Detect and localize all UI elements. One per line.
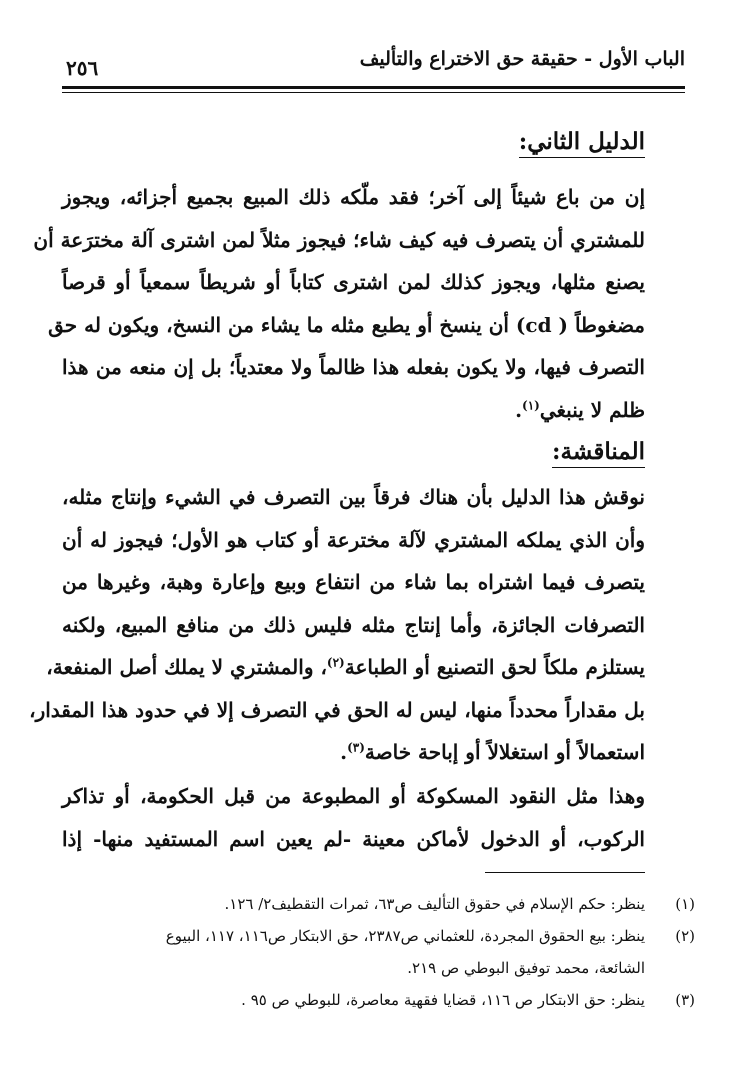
text-line: بل مقداراً محدداً منها، ليس له الحق في التصرف إلا في حدود هذا المقدار، [29, 697, 645, 722]
paragraph-second-evidence [33, 176, 645, 431]
text-line: يصنع مثلها، ويجوز كذلك لمن اشترى كتاباً أو شريطاً سمعياً أو قرصاً [62, 270, 645, 294]
text-fragment: استعمالاً أو استغلالاً أو إباحة خاصة [364, 740, 645, 764]
text-line: ظلم لا ينبغي$^{(١)}$. [515, 397, 645, 422]
header-rule-thick [62, 86, 685, 89]
text-line: وأن الذي يملكه المشتري لآلة مخترعة أو كتاب هو الأول؛ فيجوز له أن [62, 527, 645, 552]
footnote-separator [485, 872, 645, 873]
footnote [50, 922, 695, 951]
text-fragment: ظلم لا ينبغي [539, 397, 645, 422]
footnote-text: الشائعة، محمد توفيق البوطي ص ٢١٩. [407, 959, 645, 977]
text-line: مضغوطاً ( cd) أن ينسخ أو يطبع مثله ما يشاء من النسخ، ويكون له حق [48, 312, 645, 337]
text-line: الركوب، أو الدخول لأماكن معينة -لم يعين اسم المستفيد منها- إذا [62, 826, 645, 851]
text-fragment: ، والمشتري لا يملك أصل المنفعة، [46, 655, 327, 679]
text-line: وهذا مثل النقود المسكوكة أو المطبوعة من قبل الحكومة، أو تذاكر [62, 784, 645, 808]
text-line: استعمالاً أو استغلالاً أو إباحة خاصة$^{(٣)}$. [340, 740, 645, 764]
paragraph-example [62, 775, 645, 860]
footnote-ref: (١) [522, 397, 540, 412]
text-line: التصرف فيها، ولا يكون بفعله هذا ظالماً ولا معتدياً؛ بل إن منعه من هذا [62, 355, 645, 379]
footnote [50, 986, 695, 1015]
footnote-text: ينظر: بيع الحقوق المجردة، للعثماني ص٢٣٨٧، حق الابتكار ص١١٦، ١١٧، البيوع [165, 927, 645, 945]
footnote-ref: (٣) [347, 740, 365, 755]
footnote-ref: (٢) [326, 655, 345, 670]
text-line: يتصرف فيما اشتراه بما شاء من انتفاع وبيع وإعارة وهبة، وغيرها من [62, 570, 645, 594]
footnote [50, 890, 695, 919]
footnote-text: ينظر: حق الابتكار ص ١١٦، قضايا فقهية معاصرة، للبوطي ص ٩٥ . [241, 991, 645, 1009]
text-fragment: يستلزم ملكاً لحق التصنيع أو الطباعة [344, 655, 645, 679]
text-line: التصرفات الجائزة، وأما إنتاج مثله فليس ذلك من منافع المبيع، ولكنه [62, 612, 645, 637]
text-line: للمشتري أن يتصرف فيه كيف شاء؛ فيجوز مثلاً لمن اشترى آلة مخترَعة أن [33, 227, 645, 252]
page-number: ٢٥٦ [66, 56, 99, 80]
text-line [46, 646, 645, 689]
footnote-continuation [50, 954, 645, 983]
text-line: إن من باع شيئاً إلى آخر؛ فقد ملّكه ذلك المبيع بجميع أجزائه، ويجوز [62, 185, 645, 209]
text-line: نوقش هذا الدليل بأن هناك فرقاً بين التصرف في الشيء وإنتاج مثله، [62, 485, 645, 509]
paragraph-discussion [29, 476, 645, 774]
header-rule-thin [62, 92, 685, 93]
footnote-number: (٢) [675, 927, 695, 945]
footnote-number: (٣) [675, 991, 695, 1009]
running-header [62, 42, 685, 84]
section-heading-discussion: المناقشة: [552, 438, 645, 468]
footnote-text: ينظر: حكم الإسلام في حقوق التأليف ص٦٣، ثمرات التقطيف٢/ ١٢٦. [224, 895, 645, 913]
footnote-number: (١) [675, 895, 695, 913]
section-heading-second-evidence: الدليل الثاني: [519, 128, 645, 158]
chapter-title: الباب الأول - حقيقة حق الاختراع والتأليف [359, 48, 685, 70]
